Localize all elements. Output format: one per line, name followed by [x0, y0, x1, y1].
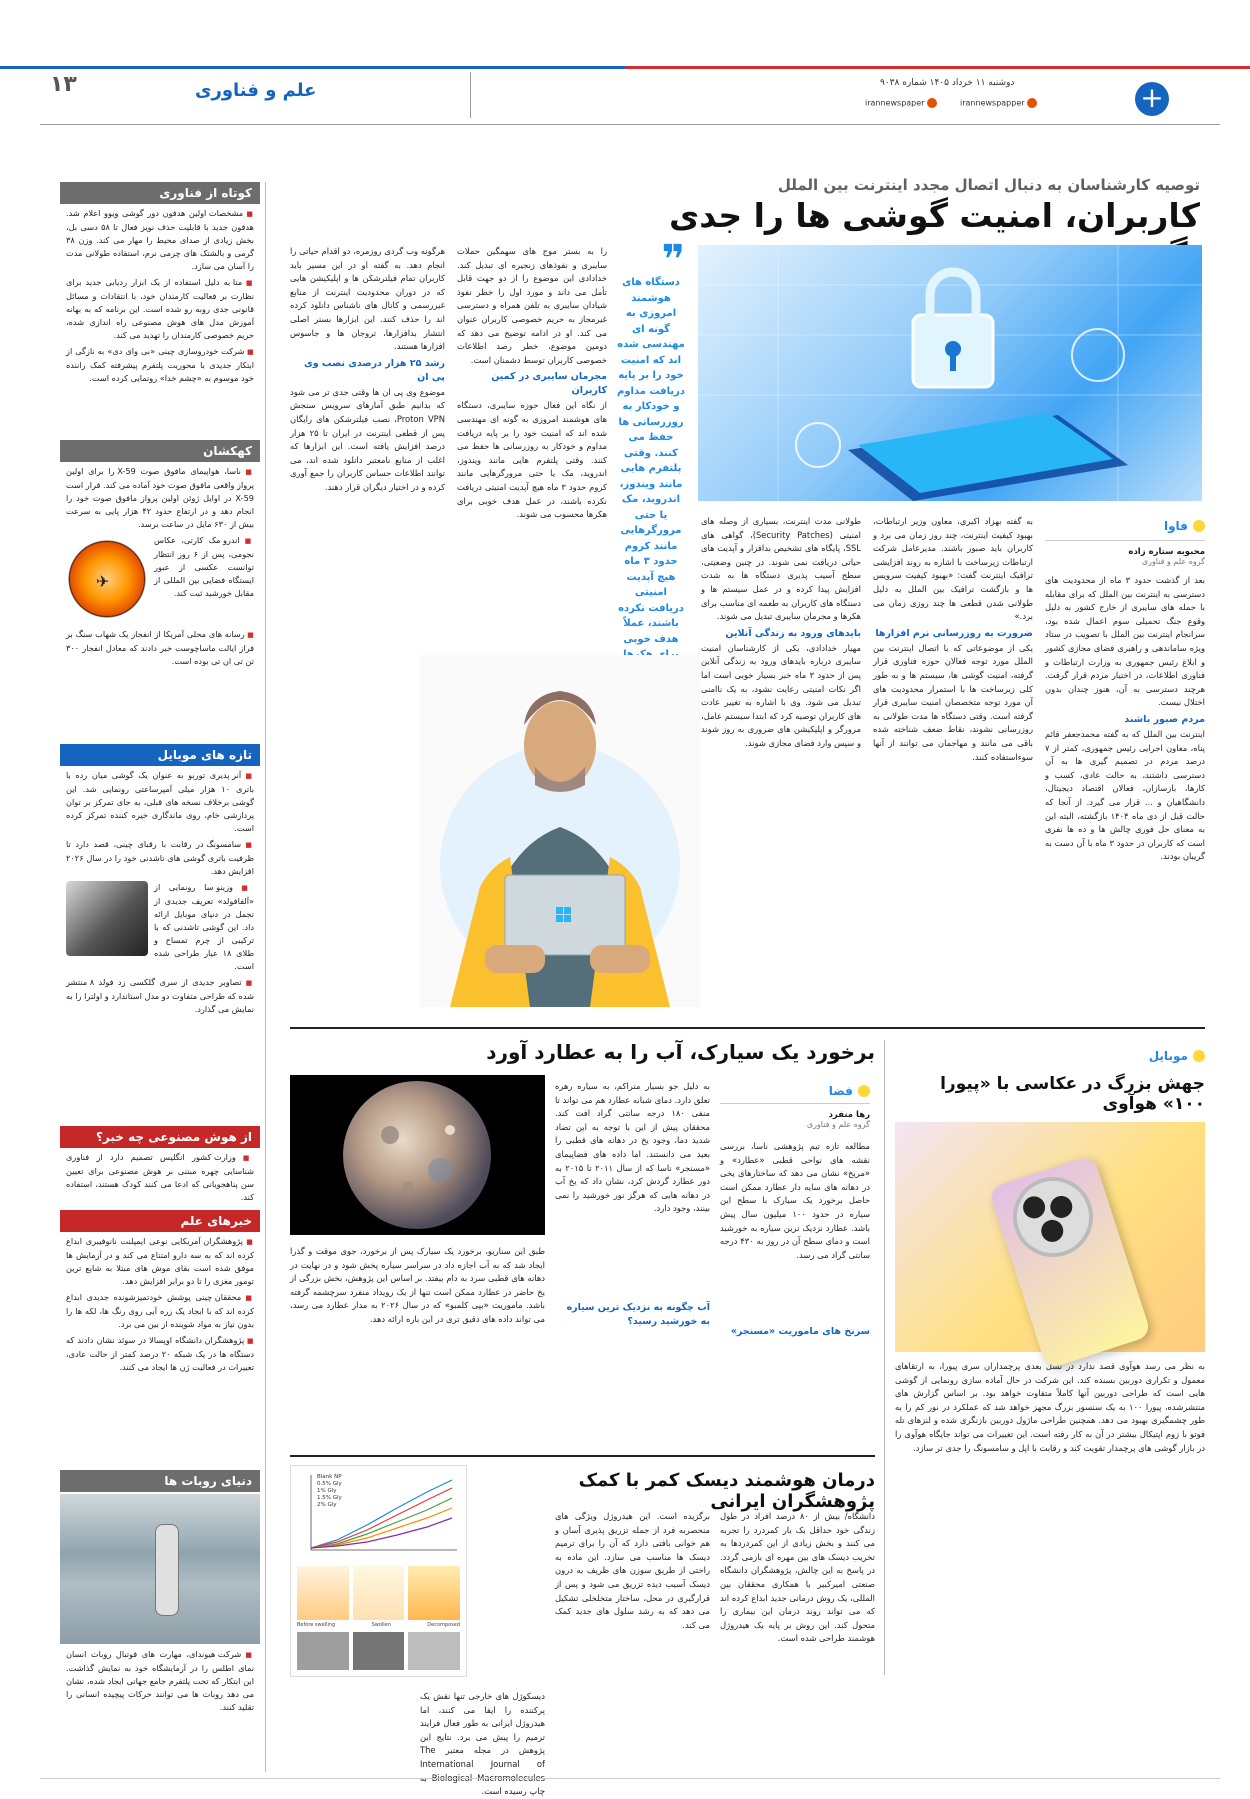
space-category: فضا رها منفرد گروه علم و فناوری: [720, 1080, 870, 1129]
sun-plane-photo: [66, 534, 148, 624]
microscopy-row: [297, 1632, 460, 1670]
article-col-3: [701, 515, 861, 751]
article-paragraph: را به بستر موج های سهمگین حملات سایبری و نفوذهای زنجیره ای تبدیل کند. خدادادی این موضوع را از دو جهت قابل تأمل می داند و مورد اول را خطر نفوذ شیادان سایبری به تلفن همراه و دسترسی غیرمجاز به حریم خصوصی کاربران عنوان می کند. او در ادامه توضیح می دهد که دومین موضوع، خطر رصد اطلاعات خصوصی کاربران توسط دشمنان است.: [457, 246, 607, 365]
mercury-photo: [290, 1075, 545, 1235]
sidebar-item: ■ ناسا، هواپیمای مافوق صوت X-59 را برای اولین پرواز واقعی مافوق صوت خود آماده می کند. قرار است X-59 در اوایل ژوئن اولین پرواز مافوق صوت خود را انجام دهد و در ارتفاع حدود ۴۲ هزار پایی به سرعت بیش از ۶۳۰ مایل در ساعت برسد.: [66, 465, 254, 531]
pull-quote-text: دستگاه های هوشمند امروزی به گونه ای مهندسی شده اند که امنیت خود را بر پایه دریافت مداوم و خودکار به روزرسانی ها حفظ می کنند. وقتی پلتفرم هایی مانند ویندوز، اندروید، مک یا حتی مرورگرهایی مانند کروم حدود ۳ ماه هیچ آپدیت امنیتی دریافت نکرده باشند، عملاً هدف خوبی: [617, 277, 685, 645]
category-dot-icon: [858, 1085, 870, 1097]
disc-col-1: دانشگاه/ بیش از ۸۰ درصد افراد در طول زندگی خود حداقل یک بار کمردرد را تجربه می کنند و بخش زیادی از این کمردردها به تخریب دیسک های بین مهره ای بازمی گردد. در پاسخ به این چالش، پژوهشگران دانشگاه صنعتی امیرکبیر با همکاری محققان بین المللی، یک روش درمانی جدید ابداع کرده اند که می تواند روند درمان این بیماری را متحول کند. این روش بر پایه یک هیدروژل هوشمند طراحی شده است.: [720, 1511, 875, 1644]
header-divider: [470, 72, 471, 118]
section-rule-1: [290, 1027, 1205, 1029]
sidebar-item: ■ شرکت خودروسازی چینی «بی وای دی» به نازگی از ابتکار جدیدی با محوریت پلتفرم پیشرفته کمک راننده خود موسوم به «چشم خدا» رونمایی کرده است.: [66, 345, 254, 385]
plane-silhouette-icon: ✈: [96, 572, 110, 591]
sidebar-title-science: خبرهای علم: [60, 1210, 260, 1232]
sidebar-box-ai: [60, 1126, 260, 1207]
sidebar-box-robots: [60, 1470, 260, 1717]
sidebar-item: ■ تصاویر جدیدی از سری گلکسی زد فولد ۸ منتشر شده که طراحی متفاوت دو مدل استاندارد و اولترا را به نمایش می گذارد.: [66, 976, 254, 1016]
sidebar-box-galaxy: [60, 440, 260, 671]
quote-mark-icon: ❞: [661, 237, 685, 283]
subheading: سرنخ های ماموریت «مسنجر»: [730, 1326, 870, 1337]
main-article-body: [290, 237, 1205, 1020]
sidebar-item: ■ وزارت کشور انگلیس تصمیم دارد از فناوری شناسایی چهره مبتنی بر هوش مصنوعی برای تعیین سن پناهجویانی که ادعا می کنند کودک هستند، استفاده کند.: [66, 1151, 254, 1204]
sidebar-item: ■ مشخصات اولین هدفون دور گوشی ویوو اعلام شد. هدفون جدید با قابلیت حذف نویز فعال تا ۵۸ دسی بل، بخش زیادی از صدای محیط را مهار می کند. وزن ۳۸ گرمی و بالشتک های چرمی نرم، استفاده طولانی مدت را آسان می سازد.: [66, 207, 254, 273]
mercury-planet-graphic: [290, 1075, 545, 1235]
category-tag: فاوا: [1045, 515, 1205, 541]
instagram-icon: [1027, 98, 1037, 108]
social-handle-1[interactable]: irannewspapper: [960, 98, 1037, 108]
plus-logo-icon: +: [1135, 82, 1169, 116]
subheading: ضرورت به روزرسانی نرم افزارها: [875, 627, 1033, 639]
sidebar-box-mobile: [60, 744, 260, 1019]
sidebar-item: ■ پژوهشگران دانشگاه اوپسالا در سوئد نشان دادند که دستگاه ها در یک شبکه ۲۰ درصد کمتر از حالت عادی، تغییرات در فعالیت ژن ها ایجاد می کنند.: [66, 1334, 254, 1374]
mobile-category: موبایل: [895, 1045, 1205, 1064]
disc-headline: درمان هوشمند دیسک کمر با کمک پژوهشگران ایرانی: [578, 1470, 875, 1512]
pull-quote: [617, 237, 685, 694]
subheading: رشد ۲۵ هزار درصدی نصب وی پی ان: [304, 357, 445, 383]
header-bottom-line: [40, 124, 1220, 125]
space-col-2b: [555, 1298, 710, 1330]
date-info: دوشنبه ۱۱ خرداد ۱۴۰۵ شماره ۹۰۳۸: [880, 78, 1015, 88]
article-headline: کاربران، امنیت گوشی ها را جدی: [669, 196, 1200, 235]
sidebar-title-galaxy: کهکشان: [60, 440, 260, 462]
section-rule-2: [290, 1455, 875, 1457]
disc-col-2: برگزیده است. این هیدروژل ویژگی های منحصربه فرد از جمله تزریق پذیری آسان و هم خوانی بافتی دارد که آن را برای ترمیم دیسک ها مناسب می سازد. این ماده به راحتی از طریق سوزن های ظریف به درون دیسک آسیب دیده تزریق می شود و پس از قرارگیری در محل، ساختار متخلخلی تشکیل می دهد که به رشد سلول های جدید کمک می کند.: [555, 1511, 710, 1630]
article-kicker: توصیه کارشناسان به دنبال اتصال مجدد اینترنت بین الملل: [777, 176, 1200, 194]
foldable-phone-photo: [66, 881, 148, 956]
space-col-1b: [720, 1322, 870, 1340]
sidebar-item: ■ رسانه های محلی آمریکا از انفجار یک شهاب سنگ بر فراز ایالت ماساچوست خبر دادند که معادل انفجار ۳۰۰ تن تی ان تی بوده است.: [66, 628, 254, 668]
sidebar-item: ■ وزینو سا رونمایی از «آلفافولد» تعریف جدیدی از تجمل در دنیای موبایل ارائه داد. این گوشی تاشدنی که با ترکیبی از چرم تمساح و طلای ۱۸ عیار طراحی شده است.: [66, 881, 254, 973]
man-laptop-graphic: [420, 655, 700, 1007]
telegram-icon: [927, 98, 937, 108]
space-col-2: به دلیل جو بسیار متراکم، به سیاره رهره تعلق دارد. دمای شبانه عطارد هم می تواند تا منفی ۱۸۰ درجه سانتی گراد افت کند. محققان پیش از این با توجه به این تضاد شدید دما، وجود یخ در دهانه های قطبی را بعید می دانستند. اما داده های فضاپیمای «مسنجر» ناسا که از سال ۲۰۱۱ تا ۲۰۱۵ به دور عطارد گردش کرد، نشان داد که یخ آب در دهانه هایی که هرگز نور خورشید را نمی بینند، وجود دارد.: [555, 1081, 711, 1214]
sidebar-item: ■ شرکت هیوندای، مهارت های فوتبال روبات انسان نمای اطلس را در آزمایشگاه خود به نمایش گذاشت. این ابتکار که تحت پلتفرم جامع جهانی ایجاد شده، نشان می دهد روبات ها می توانند حرکات پیچیده انسانی را تقلید کنند.: [66, 1648, 254, 1714]
article-paragraph: طولانی مدت اینترنت، بسیاری از وصله های امنیتی (Security Patches)، گواهی های SSL، پایگاه های تشخیص بدافزار و آپدیت های حیاتی دریافت نمی شوند. در چنین وضعیتی، سطح آسیب پذیری دستگاه ها به شدت افزایش پیدا کرده و در عمل سیستم ها و دستگاه های کاربران به طعمه ای مناسب برای هکرها و مجرمان سایبری تبدیل می شوند.: [701, 516, 861, 622]
article-paragraph: بعد از گذشت حدود ۳ ماه از محدودیت های دسترسی به اینترنت بین الملل که برای مقابله با حمله های سایبری از خارج کشور به دلیل وقوع جنگ تحمیلی سوم اعمال شده بود، سرانجام اینترنت بین الملل با تصویب در ستاد ویژه ساماندهی و راهبری فضای مجازی کشور و ابلاغ رئیس جمهوری به وزارت ارتباطات و فناوری اطلاعات، در اختیار مردم قرار گرفت. هرچند دسترسی به آن، هنوز چندان بدون اختلال نیست.: [1045, 575, 1205, 708]
sidebar-item: ■ متا به دلیل استفاده از یک ابزار ردیابی جدید برای نظارت بر فعالیت کارمندان خود، با انتقادات و مسائل قانونی جدی روبه رو شده است. این برنامه که به بهانه آموزش مدل های هوش مصنوعی راه اندازی شده، حریم خصوصی کارمندان را تهدید می کند.: [66, 276, 254, 342]
header-top-line: [0, 66, 1250, 69]
robot-figure: [155, 1524, 179, 1616]
article-paragraph: به گفته بهزاد اکبری، معاون وزیر ارتباطات، بهبود کیفیت اینترنت، چند روز زمان می برد و کاربران باید صبور باشند. مدیرعامل شرکت ارتباطات زیرساخت با اشاره به روند افزایشی ترافیک اینترنت گفت: «بهبود کیفیت سرویس ها و بازگشت ترافیک بین الملل به دلیل طولانی شدن قطعی ها چند روزی زمان می برد.»: [873, 516, 1033, 622]
section-title: علم و فناوری: [195, 80, 317, 101]
sidebar-title-mobile: تازه های موبایل: [60, 744, 260, 766]
subheading: آب چگونه به نزدیک ترین سیاره به خورشید رسید؟: [566, 1302, 710, 1327]
article-paragraph: از نگاه این فعال حوزه سایبری، دستگاه های هوشمند امروزی به گونه ای مهندسی شده اند که امنیت خود را بر پایه دریافت مداوم و خودکار به روزرسانی ها حفظ می کنند. وقتی پلتفرم هایی مانند ویندوز، اندروید، مک یا حتی مرورگرهایی مانند کروم حدود ۳ ماه هیچ آپدیت امنیتی دریافت نکرده باشند، در عمل هدف خوبی برای هکرها محسوب می شوند.: [457, 400, 607, 520]
article-paragraph: مهیار خدادادی، یکی از کارشناسان امنیت سایبری درباره بایدهای ورود به زندگی آنلاین پس از حدود ۳ ماه خبر بسیار خوبی است اما اگر نکات امنیتی رعایت نشود، به یک ناامنی تبدیل می شود. وی با اشاره به تغییر عادت های کاربران توصیه کرد که ابتدا سیستم عامل، مرورگر و اپلیکیشن های ضروری به روز شوند و سپس وارد فضای مجازی شوند.: [701, 642, 861, 748]
article-paragraph: اینترنت بین الملل که به گفته محمدجعفر قائم پناه، معاون اجرایی رئیس جمهوری، کمتر از ۷ درصد مردم در تصمیم گیری ها به آن دسترسی داشتند، به حالت عادی، کسب و کارها، بازسازان، فعالان اقتصاد دیجیتال، دانشگاهیان و ... قرار می گیرد. از آنجا که حالت قبل از دی ماه ۱۴۰۴ بازگشته، البته این به معنای حل فوری چالش ها و ده ها نفری است که کاربران در حدود ۳ ماه با آن دست به گریبان بودند.: [1045, 728, 1205, 862]
huawei-phone-photo: [895, 1122, 1205, 1352]
social-handle-2[interactable]: irannewspaper: [865, 98, 937, 108]
subheading: بایدهای ورود به زندگی آنلاین: [725, 627, 861, 639]
space-col-1: مطالعه تازه تیم پژوهشی ناسا، بررسی نقشه های نواحی قطبی «عطارد» و «مریخ» نشان می دهد که ساختارهای یخی در دهانه های سایه دار عطارد ممکن است حاصل برخورد یک سیارک با سطح این سیاره در حدود ۱۰۰ میلیون سال پیش باشد. عطارد نزدیک ترین سیاره به خورشید است و دمای سطح آن در روز به ۴۳۰ درجه سانتی گراد می رسد.: [720, 1141, 871, 1260]
mobile-article-body: به نظر می رسد هوآوی قصد ندارد در نسل بعدی پرچمداران سری پیورا، به ارتقاهای معمول و تکراری دوربین بسنده کند. این شرکت در حال آماده سازی رونمایی از گوشی هایی است که طراحی دوربین آنها کاملاً متفاوت خواهد بود. بر اساس گزارش های منتشرشده، پیورا ۱۰۰ به یک سنسور بزرگ مجهز خواهد شد که عملکرد در نور کم را به طور چشمگیری بهبود می دهد. همچنین طراحی ماژول دوربین بازنگری شده و لنزهای تله فوتو با زوم اپتیکال بیشتر در آن به کار رفته است. این تغییرات می تواند جایگاه هوآوی را در بازار گوشی های پرچمدار تقویت کند و رقابت با اپل و سامسونگ را جدی تر سازد.: [895, 1361, 1205, 1453]
sidebar-title-robots: دنیای روبات ها: [60, 1470, 260, 1492]
sidebar-item: ■ محققان چینی پوشش خودتمیزشونده جدیدی ابداع کرده اند که با ایجاد یک زره آبی روی رنگ ها، لکه ها را بدون نیاز به مواد شوینده از بین می برد.: [66, 1291, 254, 1331]
space-author-role: گروه علم و فناوری: [806, 1120, 870, 1129]
robot-soccer-photo: [60, 1494, 260, 1644]
sidebar-item: ■ آنر پدیری توربو به عنوان یک گوشی میان رده با باتری ۱۰ هزار میلی آمپرساعتی رونمایی شد. این گوشی برخلاف نسخه های قبلی، به جای تمرکز بر توان پردازشی خام، روی ماندگاری خیره کننده تمرکز کرده است.: [66, 769, 254, 835]
sidebar-item: ■ اندرو مک کارتی، عکاس نجومی، پس از ۶ روز انتظار توانست عکسی از عبور ایستگاه فضایی بین المللی از مقابل خورشید ثبت کند.: [66, 534, 254, 600]
space-author: رها منفرد: [828, 1110, 870, 1120]
subheading: مردم صبور باشند: [1124, 713, 1205, 725]
plot-legend: Blank NP 0.5% Gly 1% Gly 1.5% Gly 2% Gly: [317, 1474, 342, 1508]
sidebar-item: ■ پژوهشگران آمریکایی نوعی ایمپلنت نانوفیبری ابداع کرده اند که به سه دارو امتناع می کند و در آزمایش ها موفق شده است بقای موش های مبتلا به شایع ترین تومور مغزی را تا دو برابر افزایش دهد.: [66, 1235, 254, 1288]
sample-photos-row: [297, 1566, 460, 1620]
subheading: مجرمان سایبری در کمین کاربران: [491, 371, 607, 397]
article-col-1: [1045, 515, 1205, 864]
category-dot-icon: [1193, 1050, 1205, 1062]
article-paragraph: هرگونه وب گردی روزمره، دو اقدام حیاتی را انجام دهد. به گفته او در این مسیر باید کاربران تمام فیلترشکن ها و اپلیکیشن هایی که در دوران محدودیت اینترنت از منابع غیررسمی و کانال های ناشناس دانلود کرده اند را حذف کنند. این ابزارها بستر اصلی انتشار بدافزارها، تروجان ها و جاسوس افزارها هستند.: [290, 246, 445, 352]
article-col-5: [290, 245, 445, 495]
figure-captions: Before swelling Swollen Decomposed: [297, 1622, 460, 1628]
sidebar: [60, 182, 260, 1777]
page-number: ۱۳: [50, 72, 77, 97]
sidebar-box-science: [60, 1210, 260, 1377]
page-bottom-line: [40, 1778, 1220, 1779]
mobile-headline: جهش بزرگ در عکاسی با «پیورا ۱۰۰» هوآوی: [940, 1074, 1205, 1114]
sidebar-divider: [265, 182, 266, 1772]
sidebar-box-tech: [60, 182, 260, 385]
space-col-3: طبق این سناریو، برخورد یک سیارک پس از برخورد، جوی موقت و گذرا ایجاد شد که به آب اجازه داد در سراسر سیاره پخش شود و در نهایت در دهانه های قطبی سرد به دام بیفتد. بر اساس این پژوهش، بخش بزرگی از یخ حاضر در عطارد ممکن است تنها از یک رویداد منفرد سرچشمه گرفته باشد. ماموریت «بپی کلمبو» که در سال ۲۰۲۶ به مدار عطارد می رسد، می تواند داده های دقیق تری در این باره ارائه دهد.: [290, 1246, 545, 1324]
mobile-article: [895, 1045, 1205, 1705]
sidebar-title-tech: کوتاه از فناوری: [60, 182, 260, 204]
sidebar-title-ai: از هوش مصنوعی چه خبر؟: [60, 1126, 260, 1148]
author-name: محبوبه ستاره زاده: [1128, 547, 1205, 557]
author-role: گروه علم و فناوری: [1141, 557, 1205, 566]
category-dot-icon: [1193, 520, 1205, 532]
article-col-4: [457, 245, 607, 522]
space-headline: برخورد یک سیارک، آب را به عطارد آورد: [486, 1040, 875, 1064]
degradation-plot: [297, 1470, 460, 1560]
disc-col-3: دیسکوژل های خارجی تنها نقش یک پرکننده را ایفا می کنند، اما هیدروژل ایرانی به طور فعال فرایند ترمیم را پیش می برد. نتایج این پژوهش در مجله معتبر The International Journal of چاپ رسیده است.: [420, 1691, 545, 1797]
hydrogel-figure: [290, 1465, 467, 1677]
article-paragraph: موضوع وی پی ان ها وقتی جدی تر می شود که بدانیم طبق آمارهای سرویس سنجش Proton VPN، نصب فیلترشکن های رایگان پس از قطعی اینترنت در ایران تا ۲۵ هزار درصد افزایش یافته است. این ابزارها که اغلب از منابع نامعتبر دانلود شده اند، می توانند اطلاعات حساس کاربران را جمع آوری کرده و در اختیار دیگران قرار دهند.: [290, 386, 445, 492]
man-with-laptop-photo: [420, 655, 700, 1007]
article-col-2: [873, 515, 1033, 764]
column-divider: [884, 1040, 885, 1675]
article-paragraph: یکی از موضوعاتی که با اتصال اینترنت بین الملل مورد توجه فعالان حوزه فناوری قرار گرفته، امنیت گوشی ها، سیستم ها و به طور کلی زیرساخت ها با استمرار محدودیت های آن مورد توجه متخصصان امنیت سایبری قرار گرفته است. وقتی دستگاه ها مدت طولانی به روزرسانی نشوند، نقاط ضعف شناخته شده باقی می مانند و مهاجمان می توانند از آنها سوءاستفاده کنند.: [873, 642, 1033, 762]
sidebar-item: ■ سامسونگ در رقابت با رقبای چینی، قصد دارد تا ظرفیت باتری گوشی های تاشدنی خود را در سال ۲۰۲۶ افزایش دهد.: [66, 838, 254, 878]
